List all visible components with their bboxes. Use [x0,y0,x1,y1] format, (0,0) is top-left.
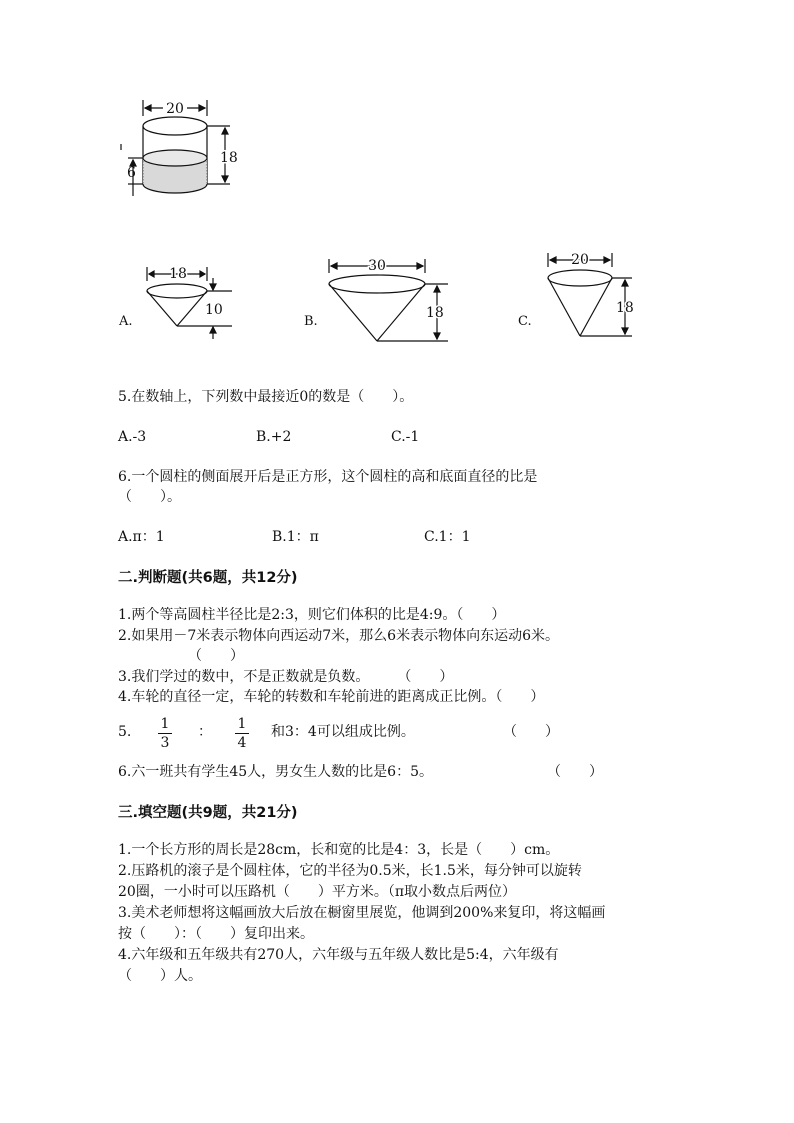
cone-a-height-label: 10 [205,302,223,318]
q6-option-b[interactable]: B.1：π [272,529,319,545]
geometry-figures [0,0,794,360]
cylinder-width-label: 20 [166,101,184,117]
fraction-numerator: 1 [160,716,170,732]
q5-option-b[interactable]: B.+2 [256,429,292,445]
section2-item-2: 2.如果用－7米表示物体向西运动7米，那么6米表示物体向东运动6米。 [118,628,559,644]
q5-option-c[interactable]: C.-1 [391,429,420,445]
q5-stem: 5.在数轴上，下列数中最接近0的数是（ ）。 [118,389,414,405]
fraction-one-quarter [235,716,249,751]
section2-title: 二.判断题(共6题，共12分) [118,570,298,586]
cone-a-width-label: 18 [169,266,187,282]
fraction-numerator: 1 [237,716,247,732]
section2-item-5-rest: 和3：4可以组成比例。 [271,724,415,740]
section3-line-2: 2.压路机的滚子是个圆柱体，它的半径为0.5米，长1.5米，每分钟可以旋转 [118,863,582,879]
section2-item-6: 6.六一班共有学生45人，男女生人数的比是6：5。 [118,764,433,780]
cone-b-label: B. [304,314,318,329]
section3-line-1: 1.一个长方形的周长是28cm，长和宽的比是4：3，长是（ ）cm。 [118,842,560,858]
section2-item-2-paren[interactable]: （ ） [188,648,244,664]
q6-stem-line1: 6.一个圆柱的侧面展开后是正方形，这个圆柱的高和底面直径的比是 [118,469,538,485]
cone-a-label: A. [119,314,133,329]
cone-c-width-label: 20 [571,252,589,268]
cylinder-height-label: 18 [220,150,238,166]
ratio-colon: ： [198,724,212,740]
section3-line-4: 3.美术老师想将这幅画放大后放在橱窗里展览，他调到200%来复印，将这幅画 [118,905,606,921]
section2-item-1: 1.两个等高圆柱半径比是2:3，则它们体积的比是4:9。（ ） [118,607,506,623]
section2-item-5-paren[interactable]: （ ） [503,724,559,740]
section2-item-3: 3.我们学过的数中，不是正数就是负数。 （ ） [118,669,454,685]
section3-line-7: （ ）人。 [118,968,202,984]
cone-c-height-label: 18 [616,300,634,316]
cone-c-label: C. [518,314,532,329]
q6-stem-line2: （ ）。 [118,489,181,505]
section3-line-5: 按（ ）：（ ）复印出来。 [118,926,314,942]
cone-b-width-label: 30 [368,258,386,274]
cylinder-water-label: 6 [127,165,136,181]
section2-item-4: 4.车轮的直径一定，车轮的转数和车轮前进的距离成正比例。（ ） [118,689,545,705]
fraction-denominator: 3 [160,735,170,751]
fraction-one-third [158,716,172,751]
q5-option-a[interactable]: A.-3 [118,429,147,445]
q6-option-a[interactable]: A.π：1 [118,529,165,545]
q6-option-c[interactable]: C.1：1 [424,529,471,545]
cone-b-height-label: 18 [426,305,444,321]
section2-item-6-paren[interactable]: （ ） [547,764,603,780]
fraction-denominator: 4 [237,735,247,751]
cone-c-figure [548,253,632,336]
section3-title: 三.填空题(共9题，共21分) [118,805,298,821]
section2-item-5-num: 5. [118,724,132,740]
cone-b-figure [329,259,448,341]
section3-line-6: 4.六年级和五年级共有270人，六年级与五年级人数比是5:4，六年级有 [118,947,559,963]
section3-line-3: 20圈，一小时可以压路机（ ）平方米。（π取小数点后两位） [118,884,517,900]
